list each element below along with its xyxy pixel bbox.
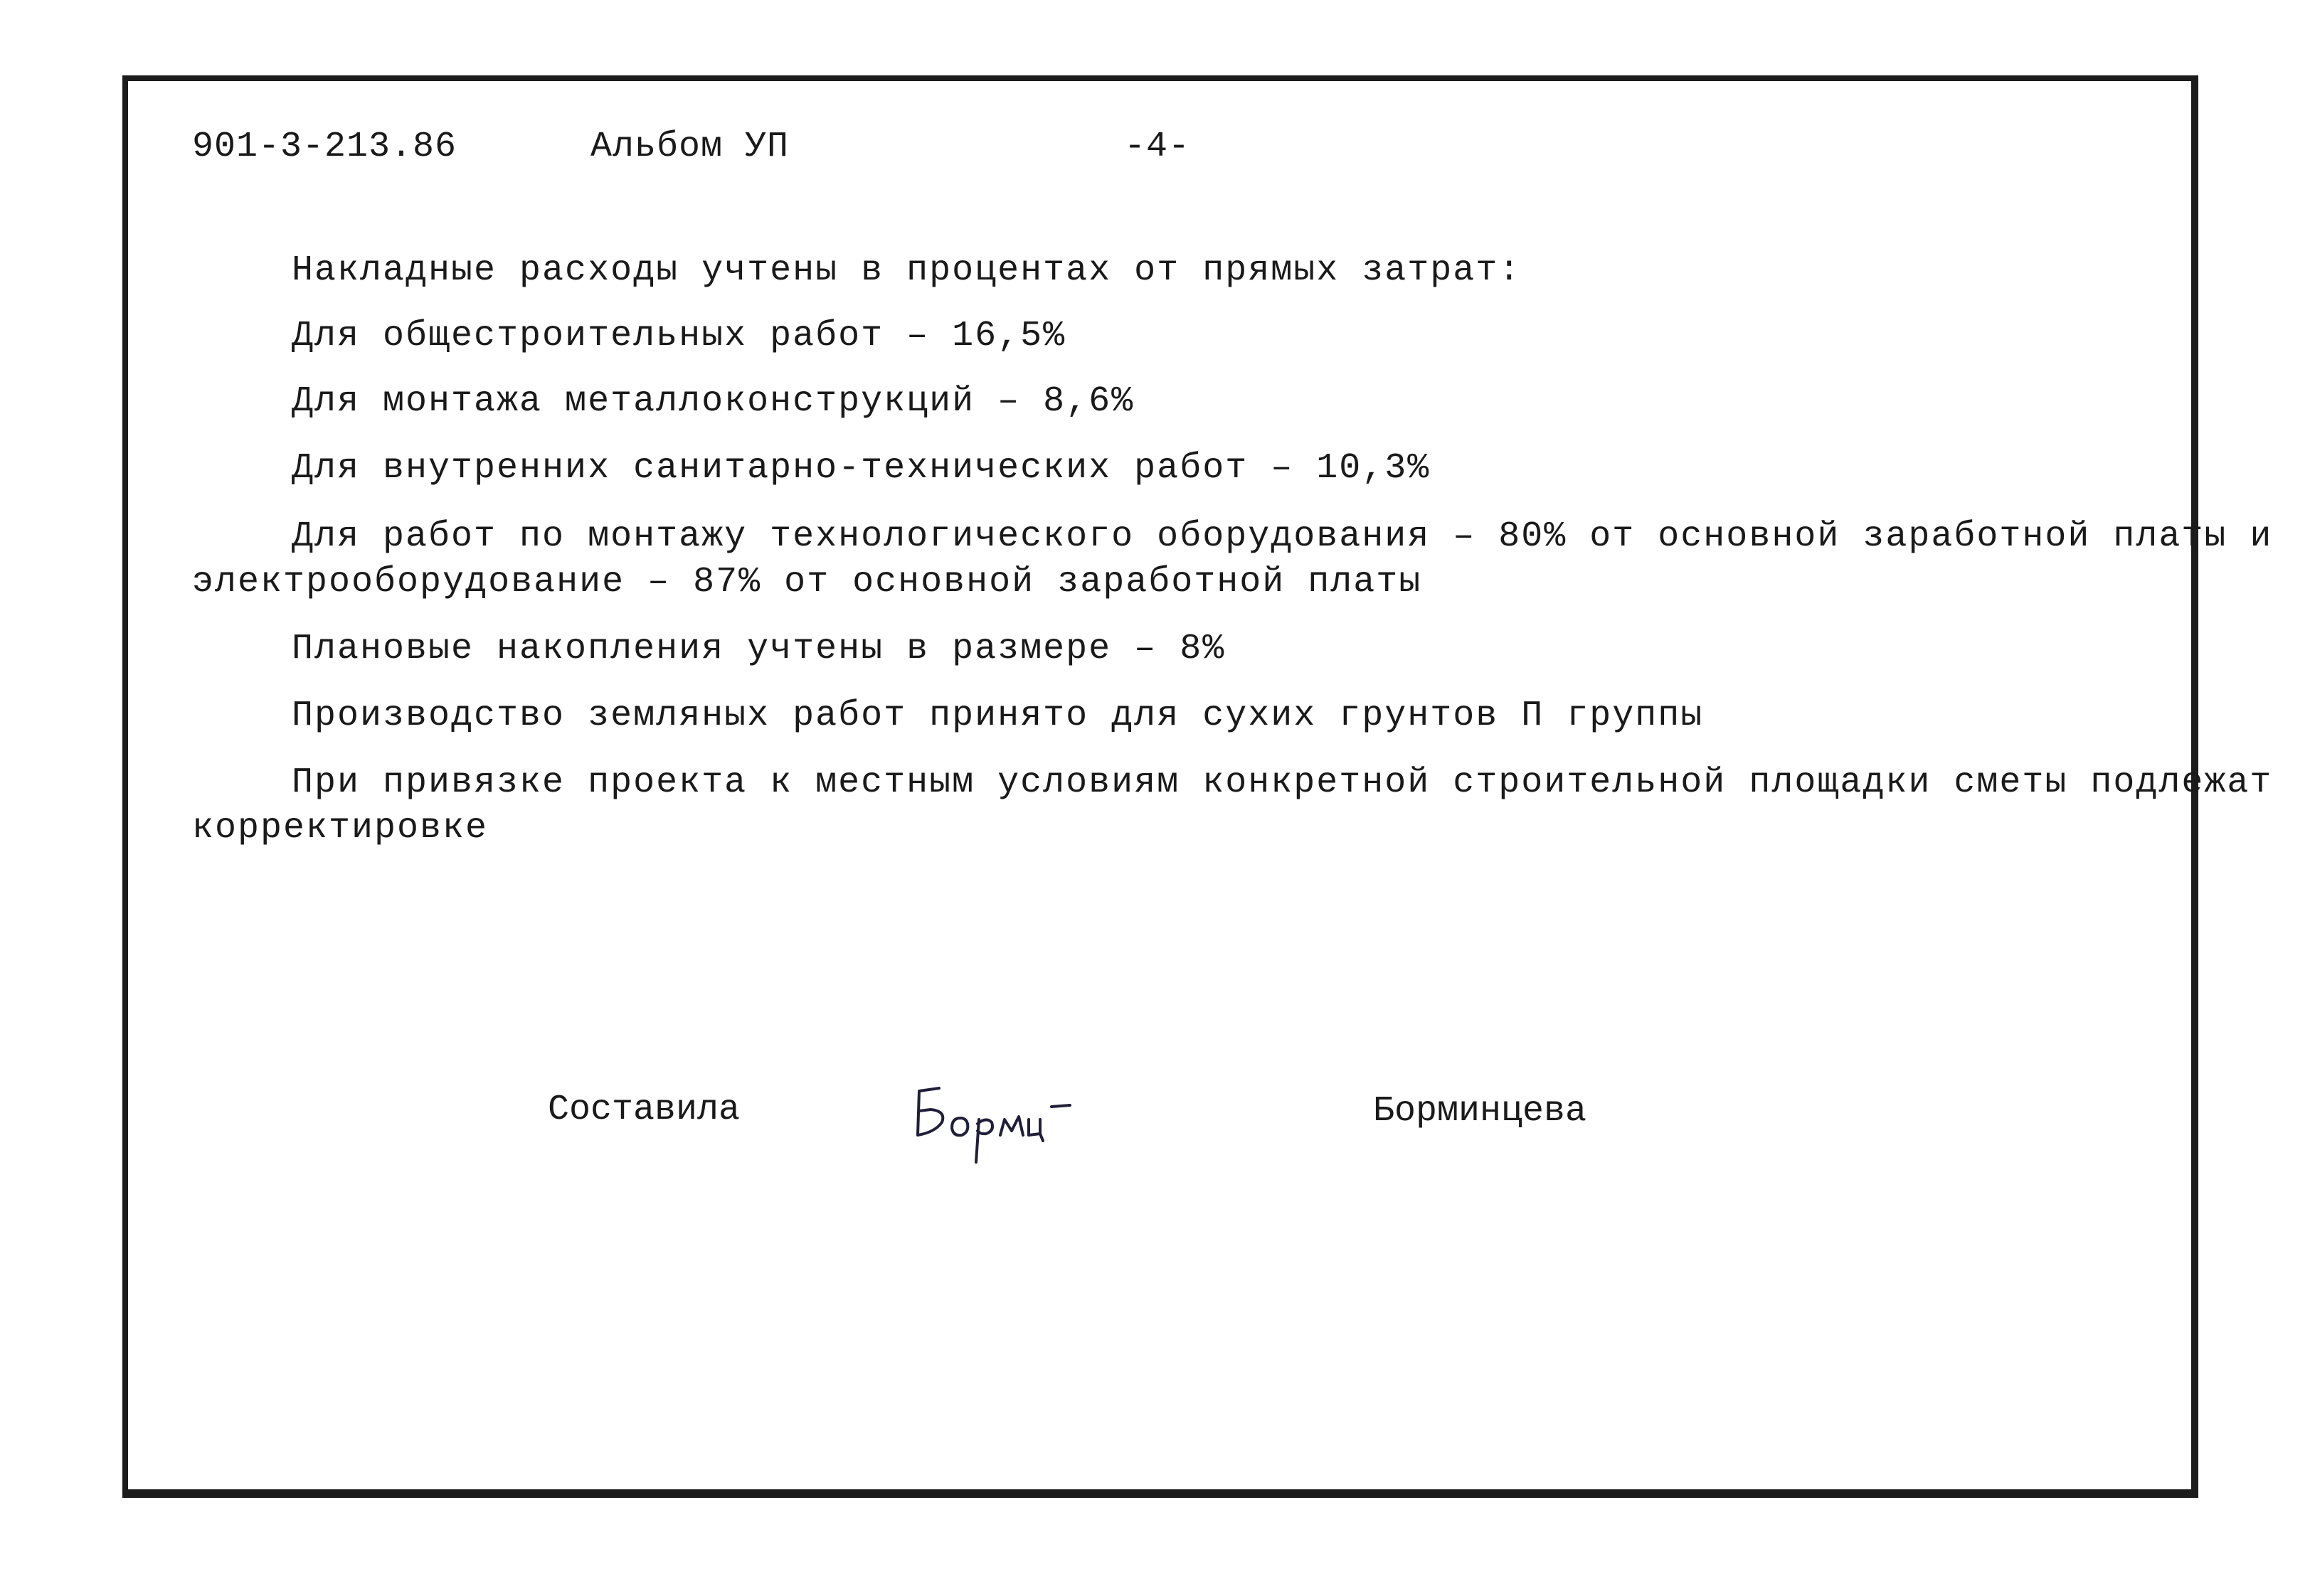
text-line-site-binding: При привязке проекта к местным условиям конкретной строительной площадки сметы подлежат — [292, 762, 2273, 803]
text-line-planned-savings: Плановые накопления учтены в размере – 8% — [292, 629, 1226, 669]
text-line-electrical-equipment: электрооборудование – 87% от основной заработной платы — [192, 562, 1422, 602]
album-label: Альбом УП — [590, 127, 790, 167]
text-line-general-works: Для общестроительных работ – 16,5% — [292, 316, 1066, 356]
handwritten-signature — [911, 1067, 1096, 1166]
text-line-sanitary-works: Для внутренних санитарно-технических работ – 10,3% — [292, 448, 1431, 489]
text-line-correction: корректировке — [192, 808, 489, 848]
text-line-equipment-mounting: Для работ по монтажу технологического оборудования – 80% от основной заработной платы и — [292, 516, 2273, 557]
document-code: 901-3-213.86 — [192, 127, 457, 167]
text-line-earthworks: Производство земляных работ принято для сухих грунтов П группы — [292, 696, 1704, 736]
compiled-by-label: Составила — [548, 1090, 741, 1130]
compiler-name: Борминцева — [1373, 1091, 1587, 1132]
text-line-overhead-intro: Накладные расходы учтены в процентах от прямых затрат: — [292, 250, 1522, 291]
text-line-metal-structures: Для монтажа металлоконструкций – 8,6% — [292, 381, 1135, 422]
page-number: -4- — [1124, 127, 1191, 167]
